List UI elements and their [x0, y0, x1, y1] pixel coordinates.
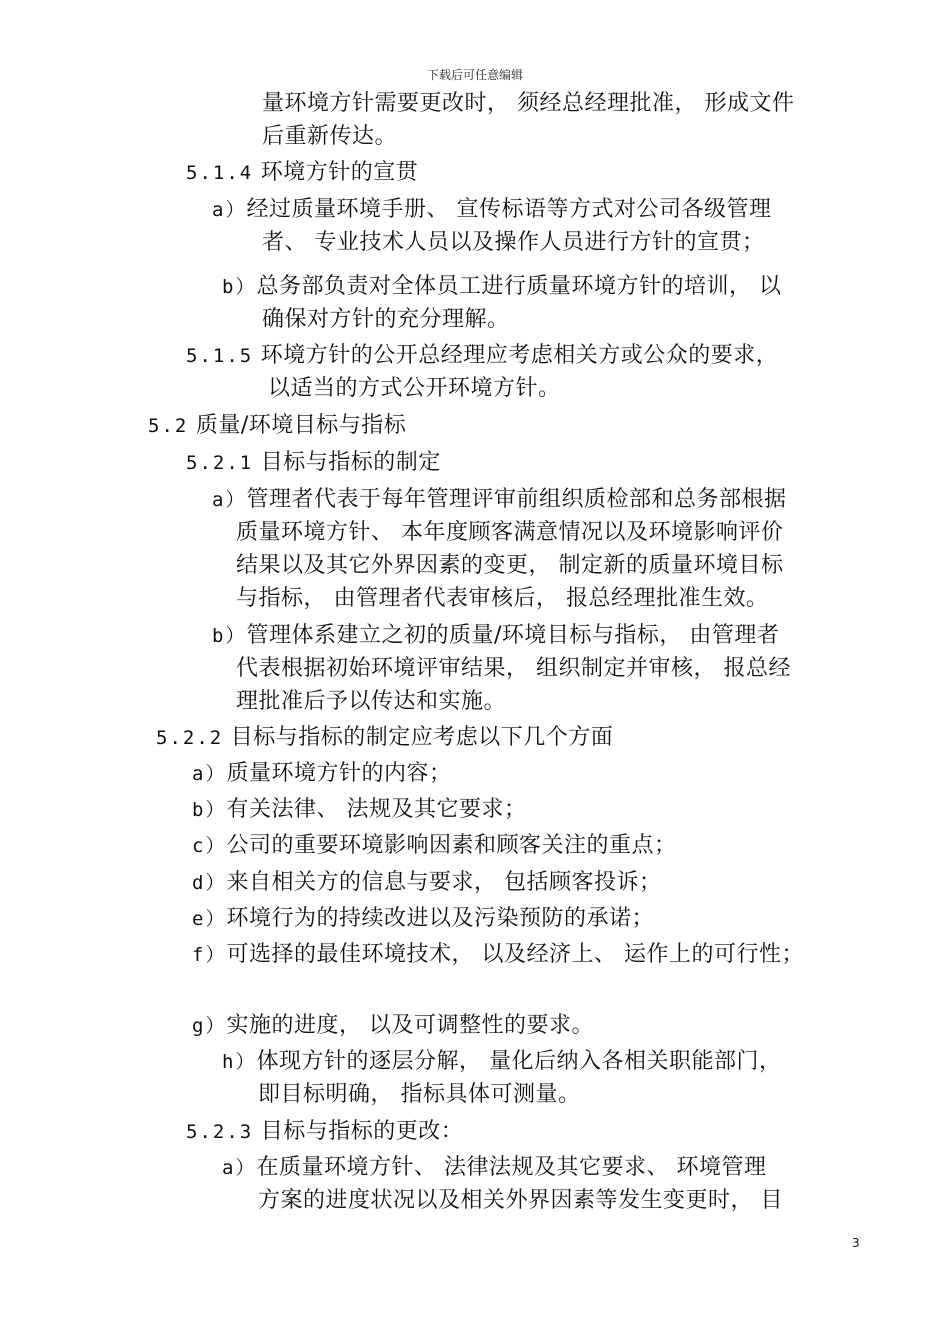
list-item: e）环境行为的持续改进以及污染预防的承诺；	[192, 906, 654, 931]
text-line: 确保对方针的充分理解。	[262, 307, 510, 332]
page-header: 下载后可任意编辑	[426, 68, 523, 82]
text-line: 量环境方针需要更改时， 须经总经理批准， 形成文件	[262, 91, 795, 116]
text-line: 理批准后予以传达和实施。	[236, 689, 507, 714]
text-line: 后重新传达。	[262, 124, 398, 149]
section-heading: 5.2 质量/环境目标与指标	[148, 413, 407, 438]
list-item: a）质量环境方针的内容；	[192, 761, 452, 786]
list-item: b）有关法律、 法规及其它要求；	[192, 797, 527, 822]
list-item: g）实施的进度， 以及可调整性的要求。	[192, 1013, 594, 1038]
text-line: 以适当的方式公开环境方针。	[268, 376, 561, 401]
text-line: 与指标， 由管理者代表审核后， 报总经理批准生效。	[236, 586, 769, 611]
text-line: 质量环境方针、 本年度顾客满意情况以及环境影响评价	[236, 520, 784, 545]
list-item: c）公司的重要环境影响因素和顾客关注的重点；	[192, 833, 677, 858]
list-item: f）可选择的最佳环境技术， 以及经济上、 运作上的可行性；	[192, 942, 804, 967]
list-item: d）来自相关方的信息与要求， 包括顾客投诉；	[192, 870, 662, 895]
page-number: 3	[852, 1236, 860, 1250]
list-item: a）经过质量环境手册、 宣传标语等方式对公司各级管理	[212, 197, 772, 222]
text-line: 代表根据初始环境评审结果， 组织制定并审核， 报总经	[236, 656, 791, 681]
list-item: a）在质量环境方针、 法律法规及其它要求、 环境管理	[222, 1155, 767, 1180]
list-item: b）总务部负责对全体员工进行质量环境方针的培训， 以	[222, 274, 782, 299]
text-line: 即目标明确， 指标具体可测量。	[258, 1082, 581, 1107]
text-line: 者、 专业技术人员以及操作人员进行方针的宣贯；	[262, 230, 765, 255]
text-line: 方案的进度状况以及相关外界因素等发生变更时， 目	[258, 1188, 783, 1213]
section-heading: 5.2.2 目标与指标的制定应考虑以下几个方面	[156, 725, 614, 750]
text-line: 结果以及其它外界因素的变更， 制定新的质量环境目标	[236, 553, 784, 578]
section-heading: 5.1.4 环境方针的宣贯	[186, 160, 419, 185]
section-heading: 5.1.5 环境方针的公开总经理应考虑相关方或公众的要求，	[186, 343, 779, 368]
section-heading: 5.2.1 目标与指标的制定	[186, 450, 441, 475]
list-item: h）体现方针的逐层分解， 量化后纳入各相关职能部门，	[222, 1049, 782, 1074]
list-item: b）管理体系建立之初的质量/环境目标与指标， 由管理者	[212, 623, 780, 648]
list-item: a）管理者代表于每年管理评审前组织质检部和总务部根据	[212, 487, 787, 512]
section-heading: 5.2.3 目标与指标的更改：	[186, 1119, 464, 1144]
